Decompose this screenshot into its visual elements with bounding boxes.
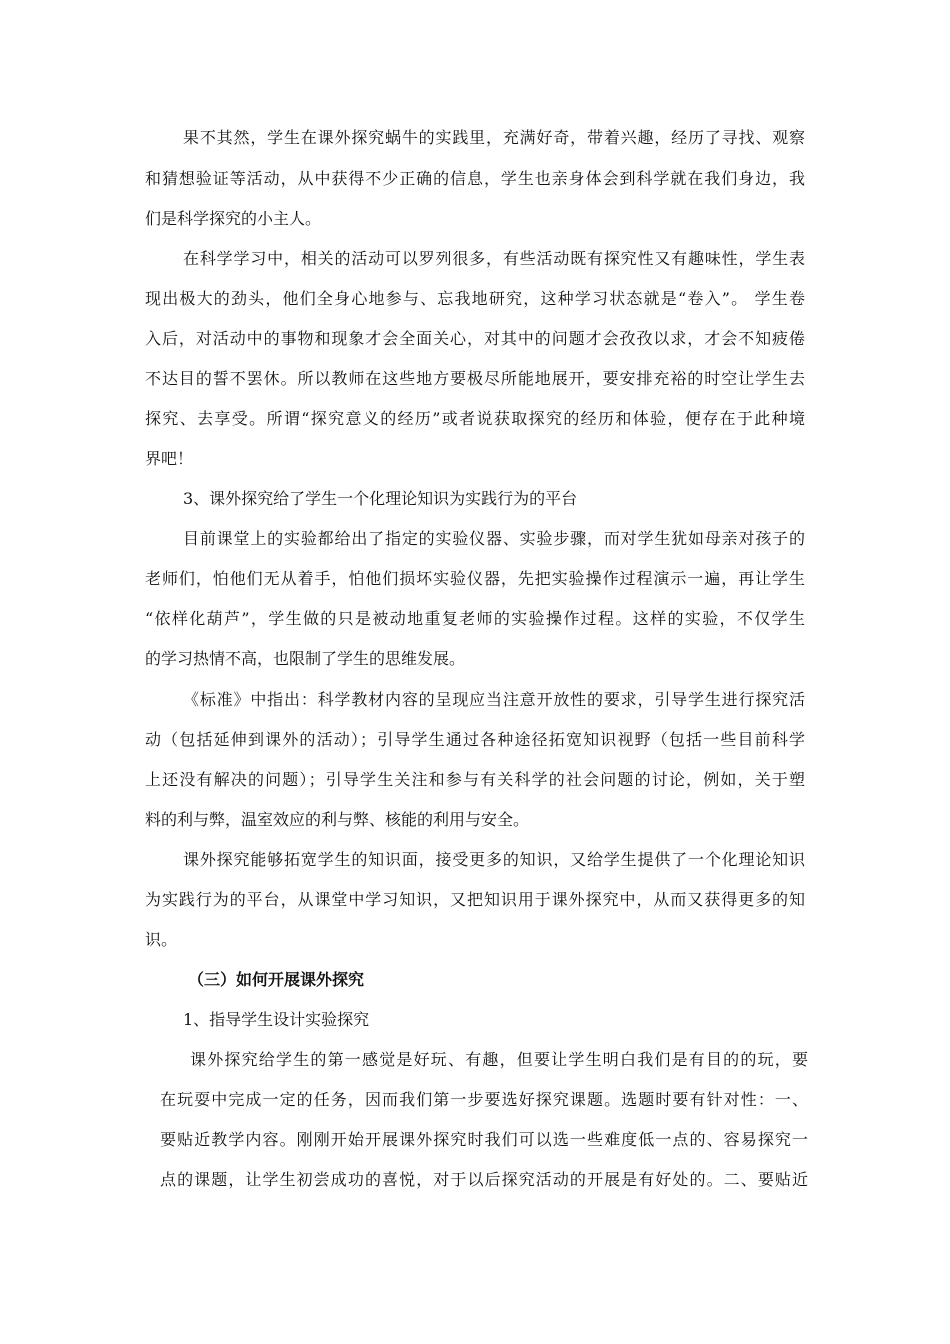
text-line: 界吧！ — [145, 449, 194, 468]
text-line: 《标准》中指出：科学教材内容的呈现应当注意开放性的要求，引导学生进行探究活 — [183, 690, 805, 709]
text-line: 现出极大的劲头，他们全身心地参与、忘我地研究，这种学习状态就是“卷入”。 学生卷 — [145, 289, 805, 308]
text-line: 们是科学探究的小主人。 — [145, 209, 322, 228]
text-line: 为实践行为的平台，从课堂中学习知识，又把知识用于课外探究中，从而又获得更多的知 — [145, 890, 805, 909]
text-line: 果不其然，学生在课外探究蜗牛的实践里，充满好奇，带着兴趣，经历了寻找、观察 — [183, 128, 805, 147]
text-line: 探究、去享受。所谓“探究意义的经历”或者说获取探究的经历和体验，便存在于此种境 — [145, 409, 805, 428]
text-line: 入后，对活动中的事物和现象才会全面关心，对其中的问题才会孜孜以求，才会不知疲倦 — [145, 329, 805, 348]
text-line: 在玩耍中完成一定的任务，因而我们第一步要选好探究课题。选题时要有针对性：一、 — [160, 1090, 808, 1109]
text-line: 点的课题，让学生初尝成功的喜悦，对于以后探究活动的开展是有好处的。二、要贴近 — [160, 1170, 808, 1189]
section-heading: 3、课外探究给了学生一个化理论知识为实践行为的平台 — [183, 489, 578, 508]
text-line: 在科学学习中，相关的活动可以罗列很多，有些活动既有探究性又有趣味性，学生表 — [183, 249, 805, 268]
text-line: 上还没有解决的问题）；引导学生关注和参与有关科学的社会问题的讨论，例如，关于塑 — [145, 770, 805, 789]
text-line: 识。 — [145, 930, 178, 949]
section-title: （三）如何开展课外探究 — [188, 970, 365, 989]
text-line: 目前课堂上的实验都给出了指定的实验仪器、实验步骤，而对学生犹如母亲对孩子的 — [183, 529, 805, 548]
text-line: 不达目的誓不罢休。所以教师在这些地方要极尽所能地展开，要安排充裕的时空让学生去 — [145, 369, 805, 388]
text-line: 和猜想验证等活动，从中获得不少正确的信息，学生也亲身体会到科学就在我们身边，我 — [145, 169, 805, 188]
text-line: “依样化葫芦”，学生做的只是被动地重复老师的实验操作过程。这样的实验，不仅学生 — [145, 609, 805, 628]
text-line: 动（包括延伸到课外的活动）；引导学生通过各种途径拓宽知识视野（包括一些目前科学 — [145, 730, 805, 749]
text-line: 课外探究能够拓宽学生的知识面，接受更多的知识，又给学生提供了一个化理论知识 — [183, 850, 805, 869]
text-line: 要贴近教学内容。刚刚开始开展课外探究时我们可以选一些难度低一点的、容易探究一 — [160, 1130, 808, 1149]
text-line: 老师们，怕他们无从着手，怕他们损坏实验仪器，先把实验操作过程演示一遍，再让学生 — [145, 569, 805, 588]
text-line: 的学习热情不高，也限制了学生的思维发展。 — [145, 649, 466, 668]
text-line: 课外探究给学生的第一感觉是好玩、有趣，但要让学生明白我们是有目的的玩，要 — [190, 1050, 808, 1069]
subsection-heading: 1、指导学生设计实验探究 — [183, 1010, 370, 1029]
text-line: 料的利与弊，温室效应的利与弊、核能的利用与安全。 — [145, 810, 530, 829]
